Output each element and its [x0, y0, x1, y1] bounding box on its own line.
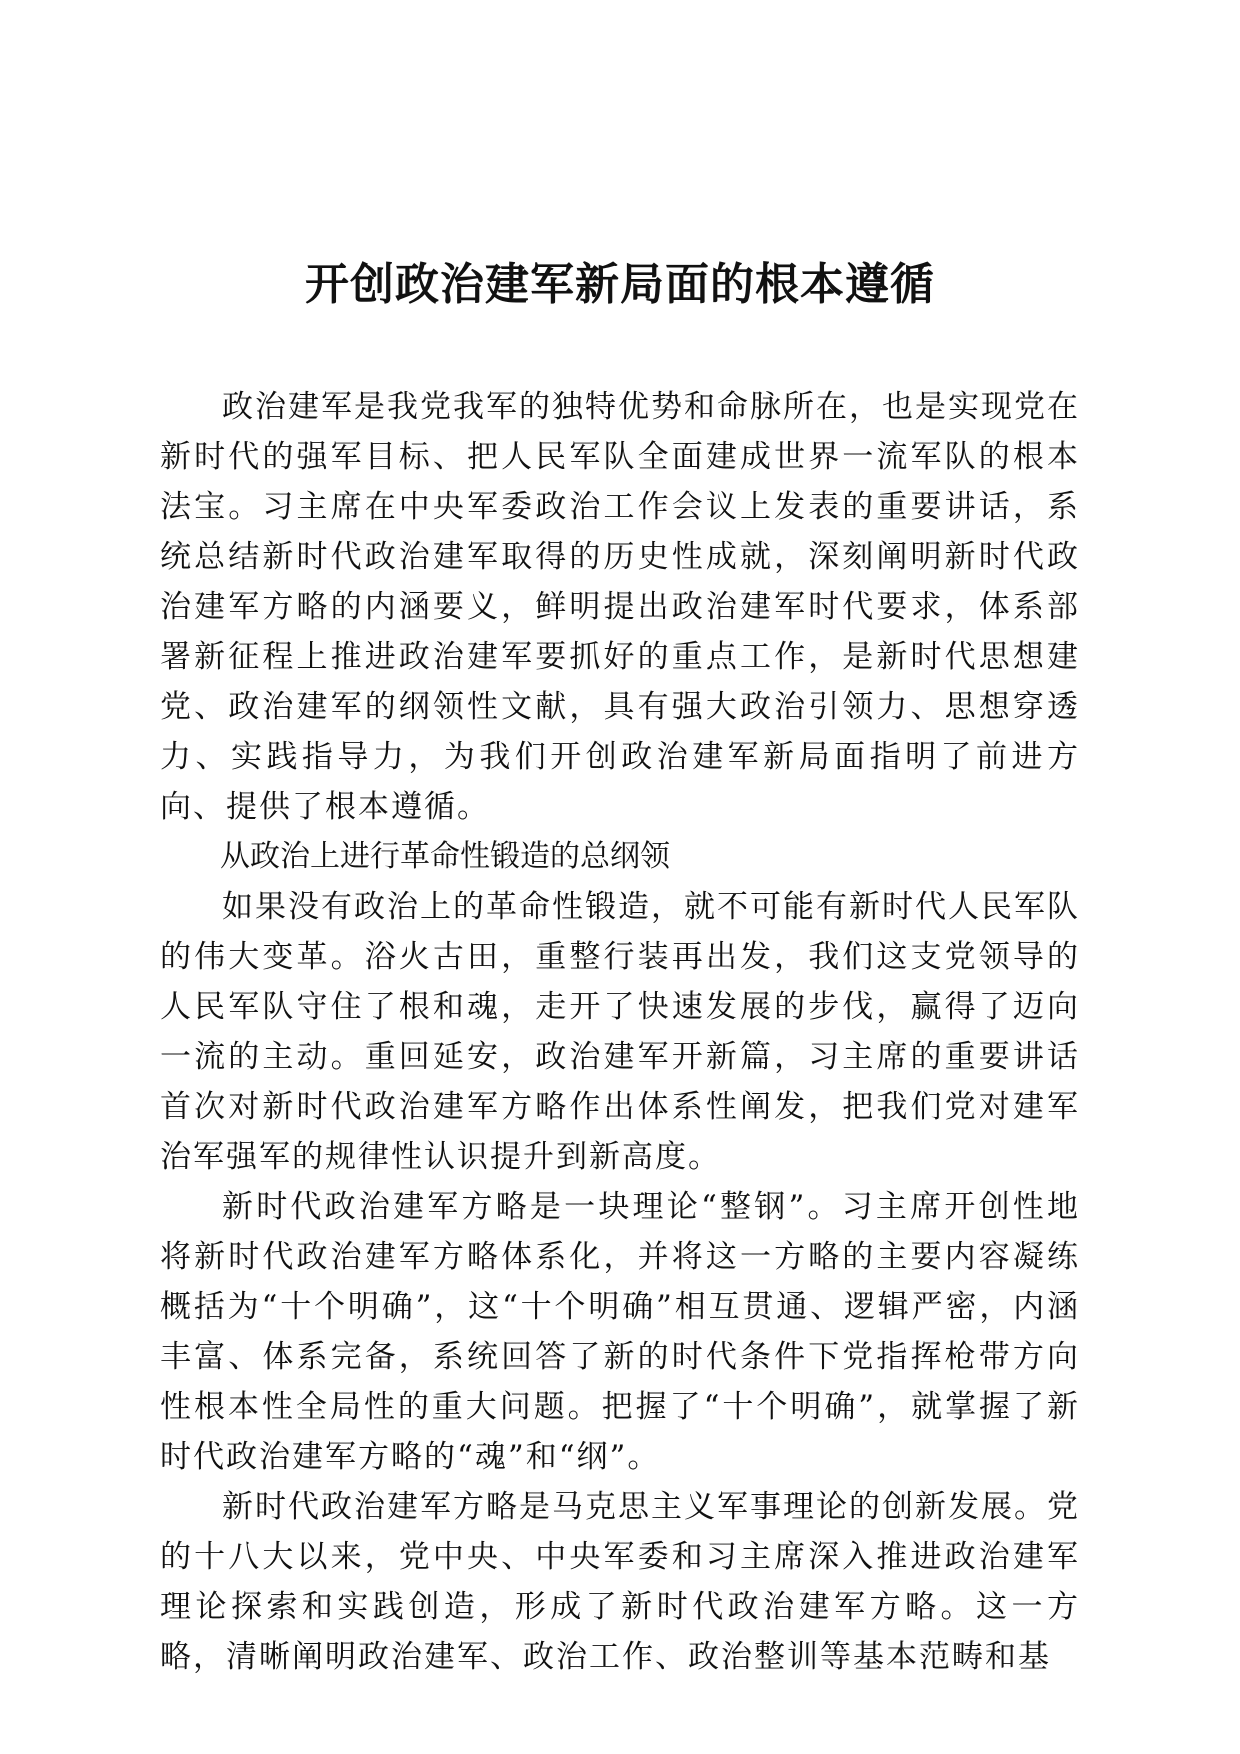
body-paragraph-2: 新时代政治建军方略是一块理论“整钢”。习主席开创性地将新时代政治建军方略体系化，并将这一方略的主要内容凝练概括为“十个明确”，这“十个明确”相互贯通、逻辑严密，内涵丰富、体系完备，系统回答了新的时代条件下党指挥枪带方向性根本性全局性的重大问题。把握了“十个明确”，就掌握了新时代政治建军方略的“魂”和“纲”。	[160, 1189, 1080, 1475]
intro-paragraph: 政治建军是我党我军的独特优势和命脉所在，也是实现党在新时代的强军目标、把人民军队全面建成世界一流军队的根本法宝。习主席在中央军委政治工作会议上发表的重要讲话，系统总结新时代政治建军取得的历史性成就，深刻阐明新时代政治建军方略的内涵要义，鲜明提出政治建军时代要求，体系部署新征程上推进政治建军要抓好的重点工作，是新时代思想建党、政治建军的纲领性文献，具有强大政治引领力、思想穿透力、实践指导力，为我们开创政治建军新局面指明了前进方向、提供了根本遵循。	[160, 389, 1080, 825]
section-heading: 从政治上进行革命性锻造的总纲领	[220, 839, 670, 874]
body-paragraph-3: 新时代政治建军方略是马克思主义军事理论的创新发展。党的十八大以来，党中央、中央军委和习主席深入推进政治建军理论探索和实践创造，形成了新时代政治建军方略。这一方略，清晰阐明政治建军、政治工作、政治整训等基本范畴和基	[160, 1489, 1080, 1675]
document-title: 开创政治建军新局面的根本遵循	[305, 259, 935, 310]
body-paragraph-1: 如果没有政治上的革命性锻造，就不可能有新时代人民军队的伟大变革。浴火古田，重整行装再出发，我们这支党领导的人民军队守住了根和魂，走开了快速发展的步伐，赢得了迈向一流的主动。重回延安，政治建军开新篇，习主席的重要讲话首次对新时代政治建军方略作出体系性阐发，把我们党对建军治军强军的规律性认识提升到新高度。	[160, 889, 1080, 1175]
document-body	[160, 382, 1080, 1682]
